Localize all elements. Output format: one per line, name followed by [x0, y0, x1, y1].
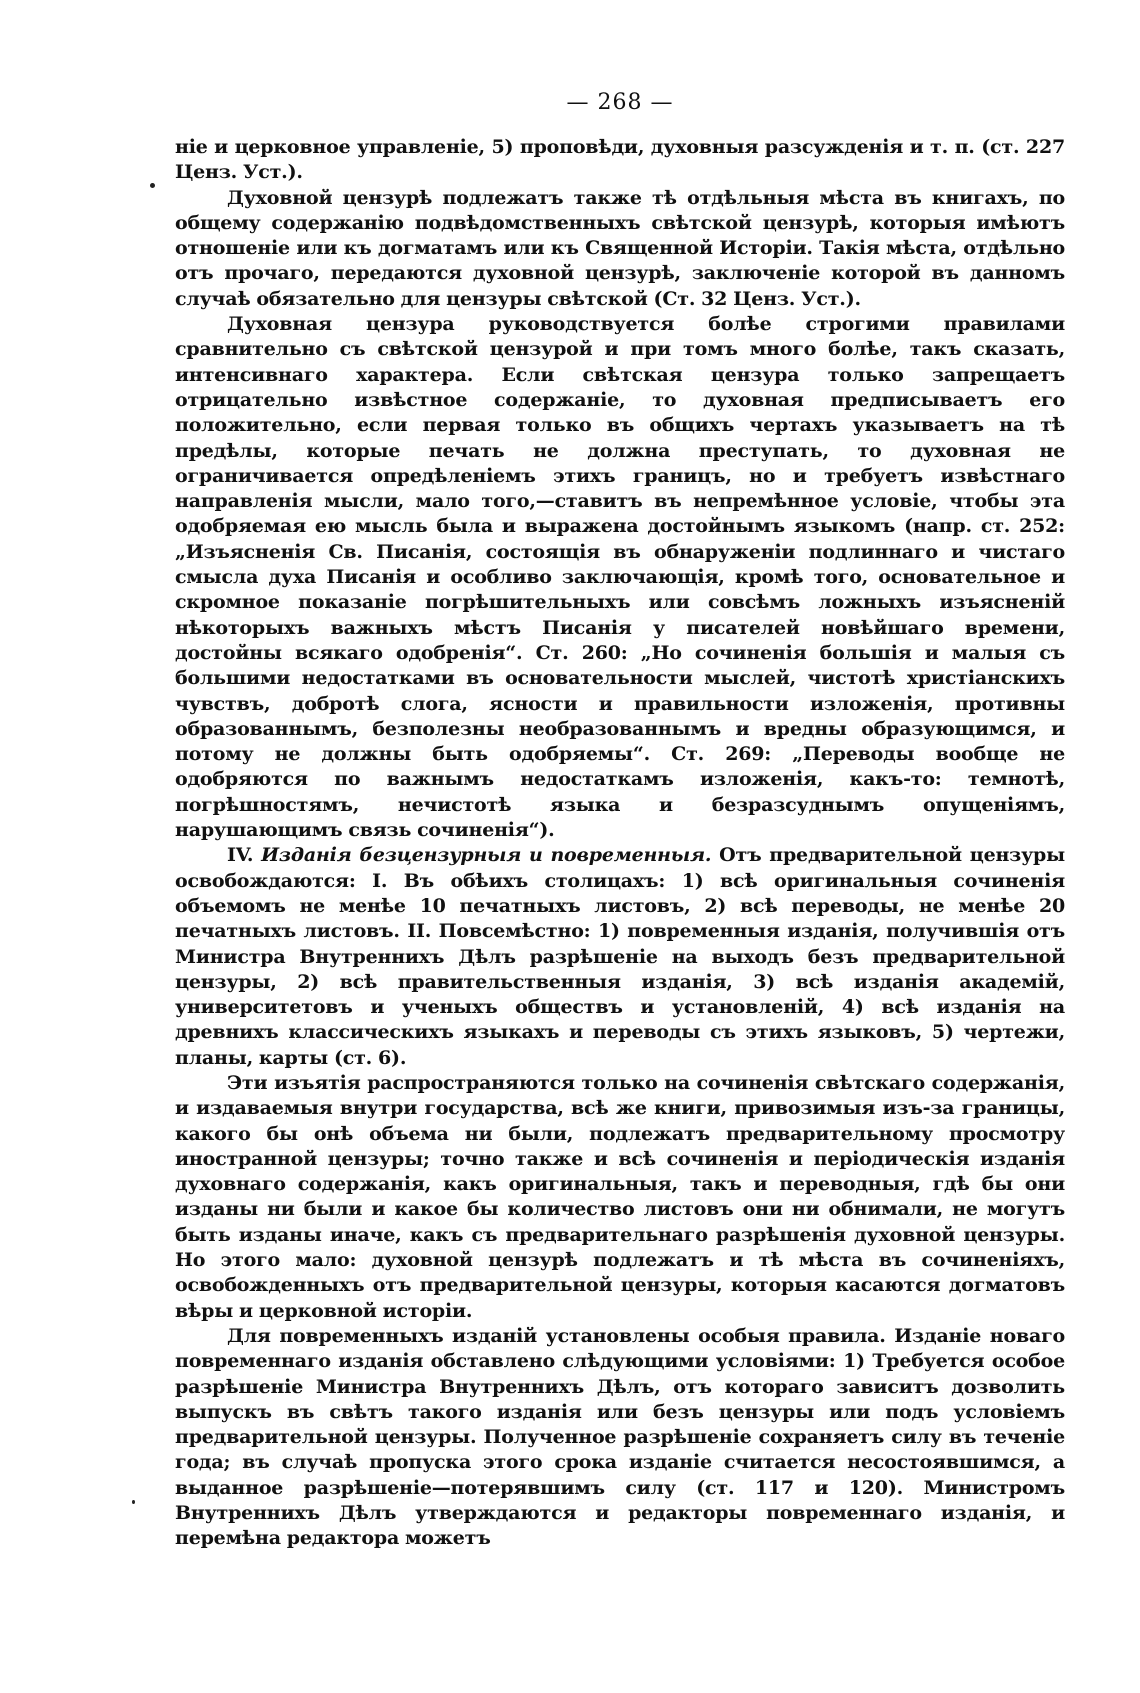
paragraph-1: ніе и церковное управленіе, 5) проповѣди, духовныя разсужденія и т. п. (ст. 227 Ценз. Уст.).	[175, 136, 1065, 184]
paragraph-3: Духовная цензура руководствуется болѣе строгими правилами сравнительно съ свѣтской цензурой и при томъ много болѣе, такъ сказать, интенсивнаго характера. Если свѣтская цензура только запрещаетъ отрицательно извѣстное содержаніе, то духовная предписываетъ его положительно, если первая только въ общихъ чертахъ указываетъ на тѣ предѣлы, которые печать не должна преступать, то духовная не ограничивается опредѣленіемъ этихъ границъ, но и требуетъ извѣстнаго направленія мысли, мало того,—ставитъ въ непремѣнное условіе, чтобы эта одобряемая ею мысль была и выражена достойнымъ языкомъ (напр. ст. 252: „Изъясненія Св. Писанія, состоящія въ обнаруженіи подлиннаго и чистаго смысла духа Писанія и особливо заключающія, кромѣ того, основательное и скромное показаніе погрѣшительныхъ или совсѣмъ ложныхъ изъясненій нѣкоторыхъ важныхъ мѣстъ Писанія у писателей новѣйшаго времени, достойны всякаго одобренія“. Ст. 260: „Но сочиненія большія и малыя съ большими недостатками въ основательности мыслей, чистотѣ христіанскихъ чувствъ, добротѣ слога, ясности и правильности изложенія, противны образованнымъ, безполезны необразованнымъ и вредны образующимся, и потому не должны быть одобряемы“. Ст. 269: „Переводы вообще не одобряются по важнымъ недостаткамъ изложенія, какъ-то: темнотѣ, погрѣшностямъ, нечистотѣ языка и безразсуднымъ опущеніямъ, нарушающимъ связь сочиненія“).	[175, 313, 1065, 842]
scan-speck	[132, 1500, 135, 1504]
book-page	[175, 90, 1065, 1670]
paragraph-5: Эти изъятія распространяются только на сочиненія свѣтскаго содержанія, и издаваемыя внутри государства, всѣ же книги, привозимыя изъ-за границы, какого бы онѣ объема ни были, подлежатъ предварительному просмотру иностранной цензуры; точно также и всѣ сочиненія и періодическія изданія духовнаго содержанія, какъ оригинальныя, такъ и переводныя, гдѣ бы они изданы ни были и какое бы количество листовъ они ни обнимали, не могутъ быть изданы иначе, какъ съ предварительнаго разрѣшенія духовной цензуры. Но этого мало: духовной цензурѣ подлежатъ и тѣ мѣста въ сочиненіяхъ, освобожденныхъ отъ предварительной цензуры, которыя касаются догматовъ вѣры и церковной исторіи.	[175, 1071, 1065, 1322]
section-numeral: IV.	[227, 844, 254, 867]
page-number: — 268 —	[566, 90, 674, 115]
scan-speck	[150, 183, 155, 188]
section-heading: Изданія безцензурныя и повременныя.	[261, 844, 712, 867]
page-body	[175, 135, 1065, 1552]
paragraph-2: Духовной цензурѣ подлежатъ также тѣ отдѣльныя мѣста въ книгахъ, по общему содержанію подвѣдомственныхъ свѣтской цензурѣ, которыя имѣютъ отношеніе или къ догматамъ или къ Священной Исторіи. Такія мѣста, отдѣльно отъ прочаго, передаются духовной цензурѣ, заключеніе которой въ данномъ случаѣ обязательно для цензуры свѣтской (Ст. 32 Ценз. Уст.).	[175, 186, 1065, 310]
paragraph-4	[175, 843, 1065, 1071]
paragraph-4-text: Отъ предварительной цензуры освобождаются: I. Въ обѣихъ столицахъ: 1) всѣ оригинальныя сочиненія объемомъ не менѣе 10 печатныхъ листовъ, 2) всѣ переводы, не менѣе 20 печатныхъ листовъ. II. Повсемѣстно: 1) повременныя изданія, получившія отъ Министра Внутреннихъ Дѣлъ разрѣшеніе на выходъ безъ предварительной цензуры, 2) всѣ правительственныя изданія, 3) всѣ изданія академій, университетовъ и ученыхъ обществъ и установленій, 4) всѣ изданія на древнихъ классическихъ языкахъ и переводы съ этихъ языковъ, 5) чертежи, планы, карты (ст. 6).	[175, 844, 1065, 1069]
paragraph-6: Для повременныхъ изданій установлены особыя правила. Изданіе новаго повременнаго изданія обставлено слѣдующими условіями: 1) Требуется особое разрѣшеніе Министра Внутреннихъ Дѣлъ, отъ котораго зависитъ дозволить выпускъ въ свѣтъ такого изданія или безъ цензуры или подъ условіемъ предварительной цензуры. Полученное разрѣшеніе сохраняетъ силу въ теченіе года; въ случаѣ пропуска этого срока изданіе считается несостоявшимся, а выданное разрѣшеніе—потерявшимъ силу (ст. 117 и 120). Министромъ Внутреннихъ Дѣлъ утверждаются и редакторы повременнаго изданія, и перемѣна редактора можетъ	[175, 1324, 1065, 1550]
